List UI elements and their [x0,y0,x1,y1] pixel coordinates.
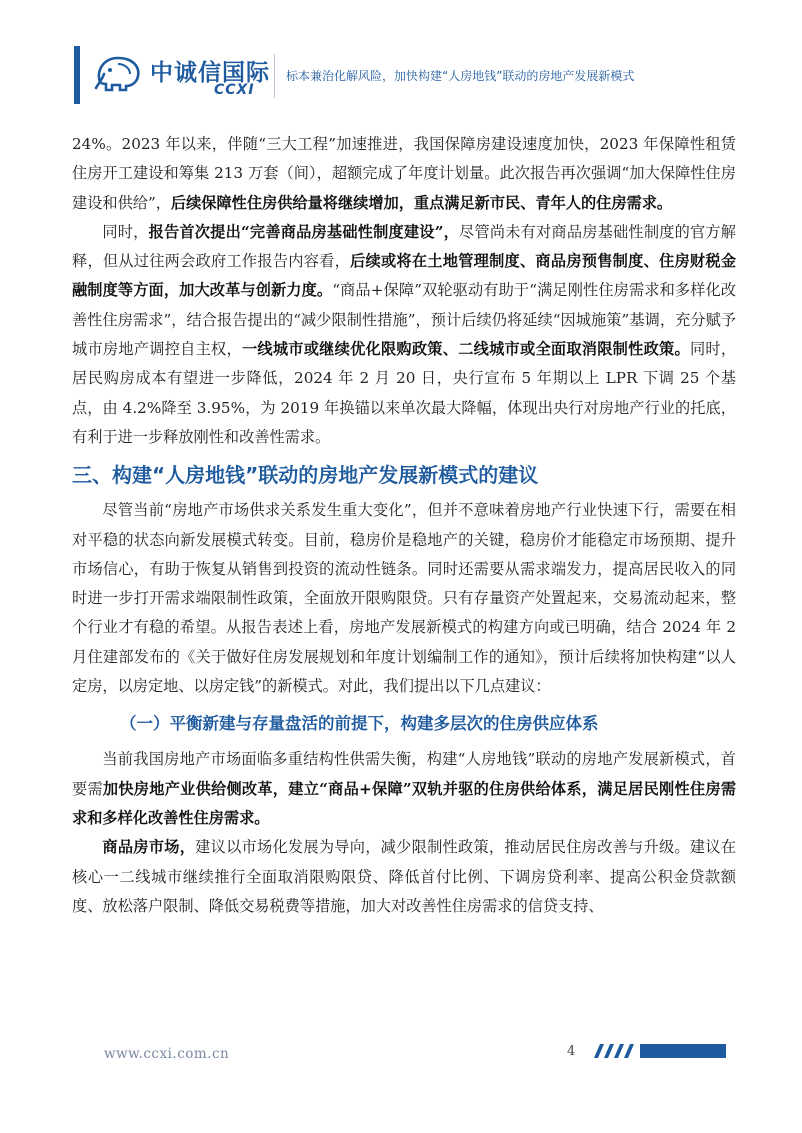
text-run: 建议以市场化发展为导向，减少限制性政策，推动居民住房改善与升级。建议在核心一二线城市继续推行全面取消限购限贷、降低首付比例、下调房贷利率、提高公积金贷款额度、放松落户限制、降低交易税费等措施，加大对改善性住房需求的信贷支持、 [72,838,737,915]
paragraph [72,496,736,701]
header-accent-bar [74,46,80,104]
page-number: 4 [567,1044,576,1059]
elephant-logo-icon [94,52,146,94]
text-run: 同时，居民购房成本有望进一步降低，2024 年 2 月 20 日，央行宣布 5 年期以上 LPR 下调 25 个基点，由 4.2%降至 3.95%，为 2019 年换锚以来单次最大降幅，体现出央行对房地产行业的托底，有利于进一步释放刚性和改善性需求。 [72,340,737,446]
footer-website-link[interactable]: www.ccxi.com.cn [104,1046,230,1062]
text-run: “商品+保障”双轮驱动有助于“满足刚性住房需求和多样化改善性住房需求”，结合报告提出的“减少限制性措施”，预计后续仍将延续“因城施策”基调，充分赋予城市房地产调控自主权， [72,281,736,359]
page-footer [0,1030,802,1090]
emphasized-text: 一线城市或继续优化限购政策、二线城市或全面取消限制性政策。 [241,340,690,359]
paragraph [72,218,736,452]
report-title: 标本兼治化解风险，加快构建“人房地钱”联动的房地产发展新模式 [286,69,635,83]
emphasized-text: 加快房地产业供给侧改革，建立“商品+保障”双轨并驱的住房供给体系，满足居民刚性住房需求和多样化改善性住房需求。 [72,779,737,827]
text-run: 同时， [102,222,149,241]
paragraph [72,833,736,921]
emphasized-text: 后续或将在土地管理制度、商品房预售制度、住房财税金融制度等方面，加大改革与创新力度。 [72,252,737,300]
subsection-heading: （一）平衡新建与存量盘活的前提下，构建多层次的住房供应体系 [120,714,599,734]
paragraph [72,130,736,218]
footer-accent-bar [640,1044,726,1058]
emphasized-text: 报告首次提出“完善商品房基础性制度建设”， [148,222,460,241]
logo-chinese-name: 中诚信国际 [150,60,270,86]
header-divider [274,54,275,98]
text-run: 尽管当前“房地产市场供求关系发生重大变化”，但并不意味着房地产行业快速下行，需要在相对平稳的状态向新发展模式转变。目前，稳房价是稳地产的关键，稳房价才能稳定市场预期、提升市场信心，有助于恢复从销售到投资的流动性链条。同时还需要从需求端发力，提高居民收入的同时进一步打开需求端限制性政策，全面放开限购限贷。只有存量资产处置起来，交易流动起来，整个行业才有稳的希望。从报告表述上看，房地产发展新模式的构建方向或已明确，结合 2024 年 2 月住建部发布的《关于做好住房发展规划和年度计划编制工作的通知》，预计后续将加快构建“以人定房，以房定地、以房定钱”的新模式。对此，我们提出以下几点建议： [72,501,736,696]
footer-stripes-icon [590,1044,638,1058]
logo-english-name: CCXI [214,82,255,98]
text-run: 尽管尚未有对商品房基础性制度的官方解释，但从过往两会政府工作报告内容看， [72,222,736,271]
section-heading: 三、构建“人房地钱”联动的房地产发展新模式的建议 [72,463,539,488]
text-run: 当前我国房地产市场面临多重结构性供需失衡，构建“人房地钱”联动的房地产发展新模式，首要需 [72,750,736,798]
page-content [72,130,736,921]
text-run: 24%。2023 年以来，伴随“三大工程”加速推进，我国保障房建设速度加快，2023 年保障性租赁住房开工建设和筹集 213 万套（间），超额完成了年度计划量。此次报告再次强调“加大保障性住房建设和供给”， [72,135,736,212]
emphasized-text: 商品房市场， [102,838,196,857]
emphasized-text: 后续保障性住房供给量将继续增加，重点满足新市民、青年人的住房需求。 [170,193,673,212]
page-header [0,0,802,110]
paragraph [72,745,736,833]
